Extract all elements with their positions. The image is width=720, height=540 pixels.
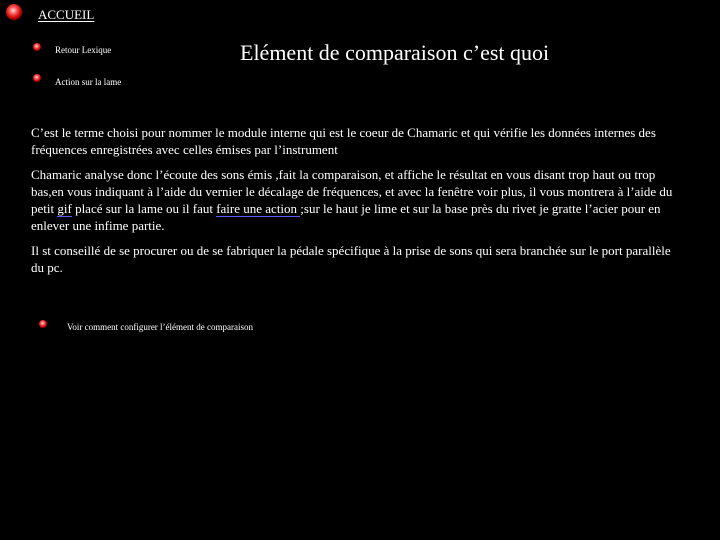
blade-action-link[interactable]: Action sur la lame <box>55 77 122 87</box>
content-body <box>31 124 681 284</box>
config-bullet-icon <box>39 320 47 328</box>
paragraph-advice: Il st conseillé de se procurer ou de se fabriquer la pédale spécifique à la prise de sons qui sera branchée sur le port parallèle du pc. <box>31 243 671 275</box>
paragraph-analysis-text-c: ;sur le haut je lime et sur la base près du rivet je gratte l’acier pour en enlever une infime partie. <box>31 201 661 233</box>
back-to-lexicon-link[interactable]: Retour Lexique <box>55 45 112 55</box>
do-action-link[interactable]: faire une action <box>216 201 301 216</box>
back-bullet-icon <box>33 43 41 51</box>
page-title: Elément de comparaison c’est quoi <box>240 40 550 65</box>
action-bullet-icon <box>33 74 41 82</box>
gif-link[interactable]: gif <box>57 201 72 216</box>
paragraph-analysis-text-a: Chamaric analyse donc l’écoute des sons émis ,fait la comparaison, et affiche le résultat en vous disant trop haut ou trop bas,en vous indiquant à l’aide du vernier le décalage de fréquences, et avec la fenêtre voir plus, il vous montrera à l’aide du petit <box>31 167 673 216</box>
paragraph-definition: C’est le terme choisi pour nommer le module interne qui est le coeur de Chamaric et qui vérifie les données internes des fréquences enregistrées avec celles émises par l’instrument <box>31 125 656 157</box>
paragraph-analysis <box>31 166 681 234</box>
paragraph-analysis-text-b: placé sur la lame ou il faut <box>71 201 217 216</box>
home-bullet-icon <box>6 4 22 20</box>
home-link[interactable]: ACCUEIL <box>38 7 95 22</box>
configure-comparison-link[interactable]: Voir comment configurer l’élément de comparaison <box>67 322 254 332</box>
